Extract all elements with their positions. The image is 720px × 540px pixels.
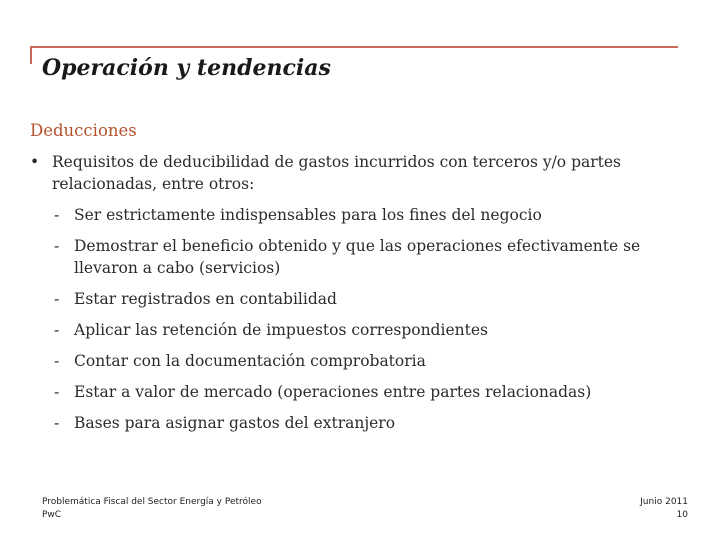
sub-item [54,350,674,372]
sub-item-text: Demostrar el beneficio obtenido y que las operaciones efectivamente se llevaron a cabo (servicios) [74,237,641,277]
slide-title: Operación y tendencias [42,55,331,81]
sub-item [54,288,674,310]
sub-item [54,204,674,226]
sub-item-text: Contar con la documentación comprobatoria [74,352,426,370]
dash-marker: - [54,383,60,401]
dash-marker: - [54,352,60,370]
sub-item-list [54,204,674,443]
sub-item-text: Estar a valor de mercado (operaciones entre partes relacionadas) [74,383,592,401]
footer-right [640,496,688,522]
sub-item-text: Bases para asignar gastos del extranjero [74,414,396,432]
footer-presentation-title: Problemática Fiscal del Sector Energía y Petróleo [42,497,262,507]
title-frame-top-line [30,46,678,48]
dash-marker: - [54,290,60,308]
title-frame-left-line [30,46,32,64]
main-bullet [30,151,660,195]
main-bullet-text: Requisitos de deducibilidad de gastos incurridos con terceros y/o partes relacionadas, entre otros: [52,153,621,193]
sub-item [54,319,674,341]
bullet-marker: • [30,153,40,171]
sub-item [54,412,674,434]
dash-marker: - [54,237,60,255]
dash-marker: - [54,414,60,432]
footer-left [42,496,262,522]
footer-date: Junio 2011 [640,497,688,507]
sub-item-text: Ser estrictamente indispensables para los fines del negocio [74,206,542,224]
dash-marker: - [54,206,60,224]
sub-item-text: Aplicar las retención de impuestos correspondientes [74,321,488,339]
sub-item-text: Estar registrados en contabilidad [74,290,337,308]
sub-item [54,235,674,279]
dash-marker: - [54,321,60,339]
footer-company: PwC [42,510,62,520]
section-heading: Deducciones [30,121,137,140]
page-number: 10 [676,510,688,520]
sub-item [54,381,674,403]
